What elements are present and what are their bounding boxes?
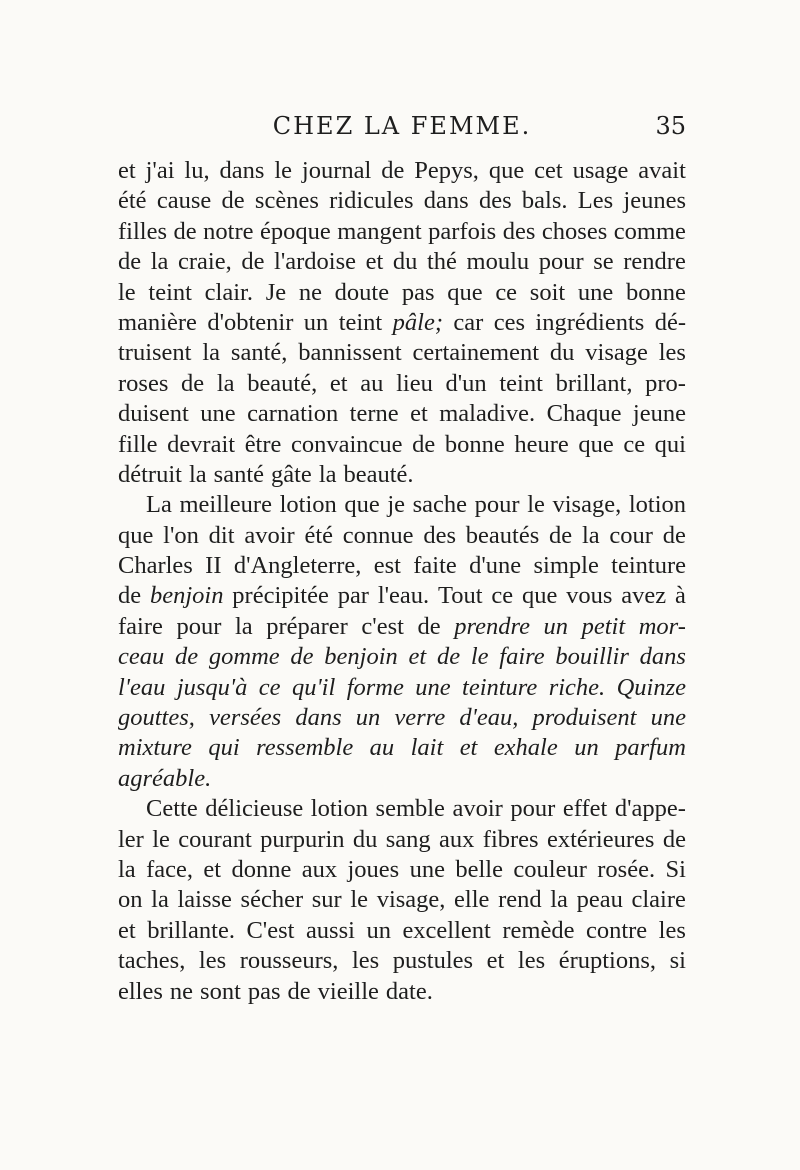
- word: bals.: [521, 187, 568, 215]
- word: sont: [200, 977, 241, 1005]
- text-line: [118, 308, 686, 338]
- word: pour: [538, 248, 584, 276]
- text-line: [118, 460, 686, 490]
- word: C'est: [246, 916, 295, 944]
- text-line: [118, 247, 686, 277]
- word: la: [202, 339, 221, 367]
- italic-word: un: [355, 704, 381, 732]
- word: ridicules: [329, 187, 414, 215]
- word: meilleure: [179, 491, 272, 519]
- word: de: [412, 430, 436, 458]
- word: de: [662, 521, 686, 549]
- word: choses: [541, 217, 608, 245]
- word: j'ai: [145, 157, 175, 184]
- word: la: [151, 886, 169, 914]
- word: connue: [342, 521, 414, 549]
- italic-word: Quinze: [616, 673, 686, 701]
- italic-word: qu'il: [291, 673, 336, 701]
- word: que: [344, 491, 380, 519]
- word: dé-: [654, 308, 686, 336]
- word: rousseurs,: [239, 947, 339, 975]
- word: détruit: [118, 460, 182, 488]
- word: de: [241, 248, 265, 276]
- word: lu,: [184, 157, 210, 184]
- word: contre: [585, 916, 648, 944]
- word: délicieuse: [205, 795, 304, 823]
- word: de: [549, 521, 573, 549]
- italic-word: gomme: [208, 643, 280, 671]
- word: Tout: [438, 582, 483, 610]
- word: simple: [533, 552, 599, 580]
- text-line: [118, 217, 686, 247]
- word: ce: [491, 582, 514, 610]
- word: la: [188, 460, 207, 488]
- word: gâte: [271, 460, 312, 488]
- page-number: 35: [655, 112, 686, 140]
- word: bonne: [444, 430, 505, 458]
- word: certainement: [412, 339, 540, 367]
- word: la: [216, 369, 235, 397]
- word: d'une: [469, 552, 522, 580]
- word: d'un: [445, 369, 487, 397]
- word: visage,: [552, 491, 622, 519]
- word: de: [181, 369, 205, 397]
- word: belle: [455, 855, 503, 883]
- word: au: [360, 369, 384, 397]
- word: se: [593, 248, 614, 276]
- word: la: [581, 521, 600, 549]
- word: fibres: [482, 825, 539, 853]
- italic-word: parfum: [615, 734, 686, 762]
- text-line: [118, 642, 686, 672]
- word: ce: [623, 430, 646, 458]
- word: Chaque: [546, 400, 622, 428]
- italic-word: bouillir: [555, 643, 629, 671]
- word: craie,: [178, 248, 232, 276]
- word: et: [329, 369, 348, 397]
- word: duisent: [118, 400, 189, 428]
- italic-word: ressemble: [256, 734, 354, 762]
- italic-word: qui: [208, 734, 240, 762]
- word: ingrédients: [535, 308, 645, 336]
- word: de: [287, 977, 311, 1005]
- word: sécher: [240, 886, 304, 914]
- word: et: [203, 855, 222, 883]
- word: doute: [334, 278, 390, 306]
- italic-word: mixture: [118, 734, 192, 762]
- word: parfois: [428, 217, 497, 245]
- text-line: [118, 612, 686, 642]
- word: Pepys,: [414, 157, 479, 184]
- italic-word: dans: [639, 643, 686, 671]
- word: Je: [265, 278, 287, 306]
- word: teint: [148, 278, 192, 306]
- word: des: [502, 217, 536, 245]
- word: que: [488, 157, 525, 184]
- italic-word: pâle;: [392, 308, 443, 336]
- word: éruptions,: [558, 947, 657, 975]
- word: sang: [385, 825, 431, 853]
- word: rendre: [623, 248, 686, 276]
- word: de: [118, 582, 142, 610]
- text-line: [118, 855, 686, 885]
- word: pour: [510, 795, 556, 823]
- word: convaincue: [291, 430, 403, 458]
- word: truisent: [118, 339, 192, 367]
- word: beauté.: [343, 460, 414, 488]
- word: dit: [208, 521, 235, 549]
- word: des: [423, 521, 456, 549]
- italic-word: une: [650, 704, 686, 732]
- italic-word: un: [543, 612, 569, 640]
- text-line: [118, 430, 686, 460]
- italic-word: lait: [410, 734, 444, 762]
- word: la: [234, 612, 253, 640]
- word: fille: [118, 430, 158, 458]
- text-line: [118, 977, 686, 1007]
- word: devrait: [167, 430, 236, 458]
- word: pro-: [645, 369, 686, 397]
- word: jeune: [632, 400, 686, 428]
- word: cet: [534, 157, 563, 184]
- word: elles: [118, 977, 163, 1005]
- word: le: [274, 157, 293, 184]
- word: teinture: [611, 552, 686, 580]
- word: la: [118, 855, 136, 883]
- word: joues: [347, 855, 400, 883]
- word: avoir: [244, 521, 295, 549]
- word: faite: [413, 552, 457, 580]
- running-title: CHEZ LA FEMME.: [272, 112, 532, 140]
- word: beauté,: [247, 369, 318, 397]
- word: santé: [213, 460, 264, 488]
- word: et: [410, 400, 428, 428]
- word: du: [352, 825, 378, 853]
- word: brillante.: [147, 916, 235, 944]
- word: clair.: [204, 278, 253, 306]
- italic-word: et: [408, 643, 427, 671]
- italic-word: produisent: [532, 704, 637, 732]
- word: terne: [349, 400, 399, 428]
- word: l'on: [163, 521, 199, 549]
- text-line: [118, 581, 686, 611]
- word: les: [517, 947, 546, 975]
- word: face,: [146, 855, 193, 883]
- text-line: [118, 551, 686, 581]
- text-line: [118, 946, 686, 976]
- word: effet: [562, 795, 608, 823]
- word: moulu: [466, 248, 530, 276]
- word: pas: [401, 278, 435, 306]
- italic-word: faire: [499, 643, 545, 671]
- word: que: [447, 278, 483, 306]
- word: usage: [572, 157, 629, 184]
- word: lotion: [310, 795, 368, 823]
- italic-word: jusqu'à: [176, 673, 248, 701]
- word: et: [118, 157, 136, 184]
- word: sur: [311, 886, 342, 914]
- word: pustules: [392, 947, 474, 975]
- word: extérieures: [546, 825, 655, 853]
- word: donne: [231, 855, 292, 883]
- word: du: [549, 339, 575, 367]
- word: d'obtenir: [207, 308, 294, 336]
- word: avoir: [452, 795, 503, 823]
- word: été: [304, 521, 334, 549]
- word: du: [392, 248, 418, 276]
- word: taches,: [118, 947, 186, 975]
- word: époque: [260, 217, 331, 245]
- word: teint: [338, 308, 383, 336]
- word: précipitée: [232, 582, 329, 610]
- word: manière: [118, 308, 197, 336]
- text-line: [118, 521, 686, 551]
- word: pas: [247, 977, 281, 1005]
- italic-word: teinture: [462, 673, 538, 701]
- word: bannissent: [298, 339, 402, 367]
- word: notre: [203, 217, 254, 245]
- word: santé,: [230, 339, 288, 367]
- word: de: [173, 217, 197, 245]
- word: La: [146, 491, 172, 519]
- italic-word: le: [470, 643, 489, 671]
- word: vous: [566, 582, 613, 610]
- word: pour: [176, 612, 222, 640]
- word: un: [366, 916, 391, 944]
- word: jeunes: [623, 187, 686, 215]
- word: faire: [118, 612, 163, 640]
- word: les: [351, 947, 380, 975]
- word: le: [350, 886, 369, 914]
- word: je: [387, 491, 406, 519]
- word: les: [198, 947, 227, 975]
- word: rosée.: [597, 855, 656, 883]
- text-line: [118, 764, 686, 794]
- word: le: [527, 491, 545, 519]
- word: être: [244, 430, 282, 458]
- word: excellent: [402, 916, 491, 944]
- italic-word: prendre: [454, 612, 530, 640]
- word: mangent: [337, 217, 422, 245]
- word: aux: [301, 855, 338, 883]
- word: Charles: [118, 552, 193, 580]
- text-line: [118, 733, 686, 763]
- text-line: [118, 673, 686, 703]
- word: carnation: [247, 400, 339, 428]
- word: la: [550, 886, 568, 914]
- word: remède: [502, 916, 575, 944]
- word: ces: [493, 308, 526, 336]
- word: soit: [529, 278, 566, 306]
- text-line: [118, 703, 686, 733]
- word: et: [486, 947, 505, 975]
- word: cause: [156, 187, 212, 215]
- word: thé: [426, 248, 457, 276]
- text-line: [118, 399, 686, 429]
- word: visage: [585, 339, 648, 367]
- word: Cette: [146, 795, 198, 823]
- word: qui: [654, 430, 686, 458]
- italic-word: ceau: [118, 643, 165, 671]
- italic-word: versées: [209, 704, 282, 732]
- word: comme: [613, 217, 686, 245]
- italic-word: une: [415, 673, 451, 701]
- word: ce: [495, 278, 518, 306]
- word: teint: [499, 369, 543, 397]
- word: l'ardoise: [274, 248, 357, 276]
- italic-word: agréable.: [118, 764, 212, 792]
- word: beautés: [465, 521, 540, 549]
- word: de: [381, 157, 405, 184]
- word: d'appe-: [614, 795, 686, 823]
- italic-word: riche.: [548, 673, 606, 701]
- italic-word: benjoin: [324, 643, 398, 671]
- text-line: [118, 186, 686, 216]
- italic-word: benjoin: [149, 582, 224, 610]
- word: semble: [375, 795, 445, 823]
- word: pour: [474, 491, 520, 519]
- word: lieu: [396, 369, 433, 397]
- italic-word: au: [369, 734, 395, 762]
- word: vieille: [317, 977, 379, 1005]
- word: filles: [118, 217, 167, 245]
- word: par: [337, 582, 369, 610]
- italic-word: gouttes,: [118, 704, 195, 732]
- text-line: [118, 369, 686, 399]
- word: dans: [423, 187, 469, 215]
- word: rend: [498, 886, 542, 914]
- word: couleur: [513, 855, 587, 883]
- italic-word: exhale: [493, 734, 558, 762]
- text-line: [118, 278, 686, 308]
- italic-word: de: [175, 643, 199, 671]
- word: les: [658, 916, 686, 944]
- word: que: [118, 521, 154, 549]
- word: journal: [301, 157, 372, 184]
- text-line: [118, 794, 686, 824]
- italic-word: l'eau: [118, 673, 166, 701]
- word: c'est: [361, 612, 404, 640]
- word: à: [675, 582, 686, 610]
- word: elle: [454, 886, 490, 914]
- italic-word: verre: [394, 704, 446, 732]
- word: de: [221, 187, 245, 215]
- italic-word: petit: [581, 612, 626, 640]
- word: est: [373, 552, 401, 580]
- body-text: [118, 156, 686, 1007]
- italic-word: dans: [295, 704, 342, 732]
- italic-word: d'eau,: [459, 704, 519, 732]
- word: scènes: [254, 187, 319, 215]
- word: un: [303, 308, 329, 336]
- word: avait: [638, 157, 686, 184]
- word: l'eau.: [377, 582, 430, 610]
- word: peau: [576, 886, 623, 914]
- word: la: [150, 248, 169, 276]
- running-header: [118, 112, 686, 148]
- word: courant: [178, 825, 252, 853]
- word: de: [662, 825, 686, 853]
- word: que: [578, 430, 614, 458]
- text-line: [118, 885, 686, 915]
- text-line: [118, 916, 686, 946]
- word: aussi: [305, 916, 355, 944]
- text-line: [118, 825, 686, 855]
- word: une: [577, 278, 614, 306]
- word: Les: [577, 187, 614, 215]
- word: préparer: [266, 612, 348, 640]
- italic-word: de: [436, 643, 461, 671]
- word: le: [152, 825, 170, 853]
- word: et: [365, 248, 384, 276]
- word: lotion: [628, 491, 686, 519]
- word: des: [478, 187, 512, 215]
- word: de: [118, 248, 142, 276]
- word: claire: [631, 886, 686, 914]
- word: date.: [385, 977, 433, 1005]
- word: on: [118, 886, 143, 914]
- word: avez: [621, 582, 667, 610]
- word: été: [118, 187, 147, 215]
- word: II: [205, 552, 222, 580]
- word: ne: [169, 977, 194, 1005]
- word: roses: [118, 369, 169, 397]
- word: cour: [609, 521, 653, 549]
- word: lotion: [279, 491, 337, 519]
- italic-word: ce: [258, 673, 281, 701]
- word: si: [669, 947, 686, 975]
- italic-word: forme: [346, 673, 404, 701]
- italic-word: de: [290, 643, 314, 671]
- word: sache: [412, 491, 468, 519]
- word: les: [658, 339, 686, 367]
- word: dans: [219, 157, 265, 184]
- word: que: [521, 582, 558, 610]
- word: ler: [118, 825, 144, 853]
- text-line: [118, 338, 686, 368]
- word: ne: [298, 278, 322, 306]
- text-line: [118, 156, 686, 186]
- italic-word: mor-: [638, 612, 686, 640]
- word: heure: [514, 430, 569, 458]
- word: une: [200, 400, 236, 428]
- word: d'Angleterre,: [233, 552, 362, 580]
- word: aux: [439, 825, 475, 853]
- word: laisse: [177, 886, 232, 914]
- italic-word: et: [459, 734, 478, 762]
- word: et: [118, 916, 136, 944]
- text-line: [118, 490, 686, 520]
- word: car: [453, 308, 484, 336]
- word: le: [118, 278, 136, 306]
- italic-word: un: [574, 734, 599, 762]
- word: de: [417, 612, 441, 640]
- word: purpurin: [260, 825, 345, 853]
- word: visage,: [376, 886, 446, 914]
- word: bonne: [626, 278, 686, 306]
- word: maladive.: [439, 400, 536, 428]
- word: Si: [665, 855, 686, 883]
- word: une: [409, 855, 445, 883]
- word: brillant,: [555, 369, 633, 397]
- word: la: [318, 460, 337, 488]
